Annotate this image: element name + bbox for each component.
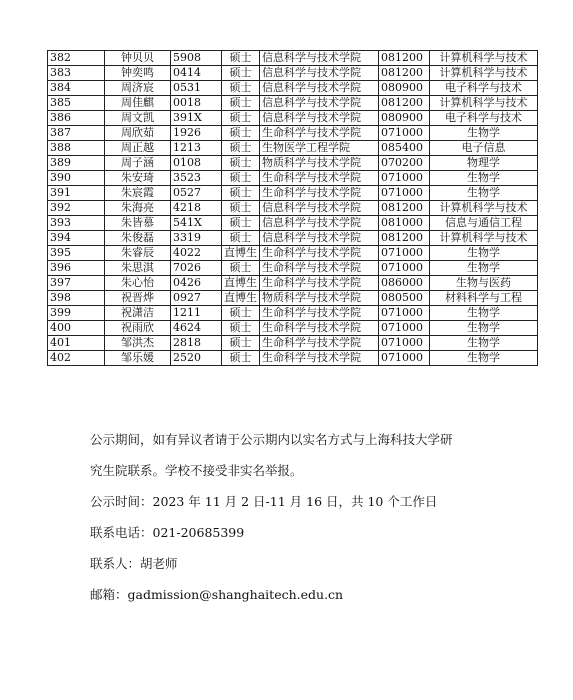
degree-type-cell: 硕士 [222,201,260,216]
major-code-cell: 081200 [379,231,430,246]
major-name-cell: 生物学 [430,306,538,321]
degree-type-cell: 硕士 [222,111,260,126]
degree-type-cell: 硕士 [222,126,260,141]
major-name-cell: 计算机科学与技术 [430,231,538,246]
degree-type-cell: 直博生 [222,246,260,261]
student-name-cell: 周欣茹 [105,126,171,141]
student-name-cell: 周佳麒 [105,96,171,111]
degree-type-cell: 硕士 [222,156,260,171]
student-name-cell: 朱思淇 [105,261,171,276]
degree-type-cell: 硕士 [222,81,260,96]
school-cell: 生命科学与技术学院 [260,171,379,186]
degree-type-cell: 硕士 [222,321,260,336]
serial-number-cell: 386 [48,111,105,126]
degree-type-cell: 硕士 [222,171,260,186]
id-suffix-cell: 2818 [171,336,222,351]
degree-type-cell: 硕士 [222,186,260,201]
table-row [48,201,538,216]
table-row [48,216,538,231]
school-cell: 生命科学与技术学院 [260,336,379,351]
id-suffix-cell: 3319 [171,231,222,246]
major-code-cell: 081200 [379,51,430,66]
student-name-cell: 邹洪杰 [105,336,171,351]
major-code-cell: 081200 [379,66,430,81]
serial-number-cell: 389 [48,156,105,171]
serial-number-cell: 395 [48,246,105,261]
student-name-cell: 祝潇洁 [105,306,171,321]
school-cell: 生命科学与技术学院 [260,186,379,201]
id-suffix-cell: 4022 [171,246,222,261]
student-name-cell: 朱睿辰 [105,246,171,261]
notice-section [90,424,530,610]
major-name-cell: 生物学 [430,246,538,261]
id-suffix-cell: 0527 [171,186,222,201]
notice-contact-person: 联系人：胡老师 [90,556,178,571]
degree-type-cell: 硕士 [222,51,260,66]
id-suffix-cell: 0426 [171,276,222,291]
table-row [48,141,538,156]
id-suffix-cell: 0927 [171,291,222,306]
table-row [48,186,538,201]
serial-number-cell: 387 [48,126,105,141]
serial-number-cell: 399 [48,306,105,321]
major-name-cell: 生物学 [430,261,538,276]
school-cell: 生命科学与技术学院 [260,276,379,291]
major-name-cell: 电子科学与技术 [430,81,538,96]
major-code-cell: 071000 [379,336,430,351]
id-suffix-cell: 2520 [171,351,222,366]
major-name-cell: 计算机科学与技术 [430,96,538,111]
major-name-cell: 计算机科学与技术 [430,66,538,81]
student-name-cell: 朱海亮 [105,201,171,216]
school-cell: 生命科学与技术学院 [260,126,379,141]
student-name-cell: 朱宸霞 [105,186,171,201]
id-suffix-cell: 541X [171,216,222,231]
student-name-cell: 周文凯 [105,111,171,126]
id-suffix-cell: 391X [171,111,222,126]
major-code-cell: 071000 [379,186,430,201]
major-code-cell: 081200 [379,201,430,216]
serial-number-cell: 388 [48,141,105,156]
id-suffix-cell: 3523 [171,171,222,186]
school-cell: 信息科学与技术学院 [260,66,379,81]
school-cell: 信息科学与技术学院 [260,51,379,66]
id-suffix-cell: 5908 [171,51,222,66]
serial-number-cell: 384 [48,81,105,96]
student-name-cell: 朱皆慕 [105,216,171,231]
serial-number-cell: 402 [48,351,105,366]
degree-type-cell: 直博生 [222,276,260,291]
major-name-cell: 生物学 [430,336,538,351]
degree-type-cell: 直博生 [222,291,260,306]
major-code-cell: 081200 [379,96,430,111]
id-suffix-cell: 7026 [171,261,222,276]
table-row [48,231,538,246]
serial-number-cell: 398 [48,291,105,306]
school-cell: 信息科学与技术学院 [260,111,379,126]
id-suffix-cell: 0414 [171,66,222,81]
student-name-cell: 周济宸 [105,81,171,96]
major-code-cell: 071000 [379,306,430,321]
serial-number-cell: 392 [48,201,105,216]
school-cell: 生物医学工程学院 [260,141,379,156]
table-row [48,66,538,81]
major-name-cell: 材料科学与工程 [430,291,538,306]
school-cell: 物质科学与技术学院 [260,156,379,171]
id-suffix-cell: 0531 [171,81,222,96]
table-row [48,81,538,96]
serial-number-cell: 401 [48,336,105,351]
student-name-cell: 祝晋烨 [105,291,171,306]
major-code-cell: 071000 [379,321,430,336]
school-cell: 信息科学与技术学院 [260,216,379,231]
table-row [48,96,538,111]
degree-type-cell: 硕士 [222,231,260,246]
school-cell: 信息科学与技术学院 [260,231,379,246]
table-row [48,321,538,336]
major-code-cell: 071000 [379,261,430,276]
table-row [48,351,538,366]
major-code-cell: 071000 [379,246,430,261]
degree-type-cell: 硕士 [222,261,260,276]
table-row [48,126,538,141]
serial-number-cell: 394 [48,231,105,246]
major-name-cell: 物理学 [430,156,538,171]
id-suffix-cell: 1926 [171,126,222,141]
id-suffix-cell: 0018 [171,96,222,111]
major-name-cell: 电子信息 [430,141,538,156]
notice-objection-line-1: 公示期间，如有异议者请于公示期内以实名方式与上海科技大学研 [90,432,453,447]
major-name-cell: 计算机科学与技术 [430,51,538,66]
school-cell: 生命科学与技术学院 [260,246,379,261]
serial-number-cell: 393 [48,216,105,231]
notice-objection-line-2: 究生院联系。学校不接受非实名举报。 [90,463,303,478]
major-code-cell: 080900 [379,111,430,126]
notice-phone: 联系电话：021-20685399 [90,525,245,540]
degree-type-cell: 硕士 [222,306,260,321]
school-cell: 生命科学与技术学院 [260,321,379,336]
student-name-cell: 钟奕鸣 [105,66,171,81]
student-name-cell: 朱心怡 [105,276,171,291]
notice-period: 公示时间：2023 年 11 月 2 日-11 月 16 日，共 10 个工作日 [90,494,438,509]
table-row [48,111,538,126]
table-row [48,336,538,351]
major-name-cell: 电子科学与技术 [430,111,538,126]
student-name-cell: 邹乐媛 [105,351,171,366]
admission-roster-table [47,50,538,366]
major-code-cell: 081000 [379,216,430,231]
student-name-cell: 祝雨欣 [105,321,171,336]
school-cell: 生命科学与技术学院 [260,261,379,276]
major-code-cell: 070200 [379,156,430,171]
table-row [48,171,538,186]
school-cell: 信息科学与技术学院 [260,81,379,96]
table-row [48,306,538,321]
serial-number-cell: 390 [48,171,105,186]
serial-number-cell: 397 [48,276,105,291]
major-code-cell: 085400 [379,141,430,156]
student-name-cell: 朱俊磊 [105,231,171,246]
major-name-cell: 生物学 [430,171,538,186]
degree-type-cell: 硕士 [222,351,260,366]
school-cell: 信息科学与技术学院 [260,201,379,216]
major-code-cell: 071000 [379,126,430,141]
major-name-cell: 生物学 [430,321,538,336]
major-code-cell: 086000 [379,276,430,291]
notice-email: 邮箱：gadmission@shanghaitech.edu.cn [90,587,344,602]
student-name-cell: 朱安琦 [105,171,171,186]
student-name-cell: 钟贝贝 [105,51,171,66]
degree-type-cell: 硕士 [222,66,260,81]
school-cell: 生命科学与技术学院 [260,351,379,366]
school-cell: 物质科学与技术学院 [260,291,379,306]
serial-number-cell: 400 [48,321,105,336]
student-name-cell: 周正越 [105,141,171,156]
table-row [48,246,538,261]
serial-number-cell: 382 [48,51,105,66]
major-name-cell: 生物学 [430,186,538,201]
table-row [48,156,538,171]
major-name-cell: 计算机科学与技术 [430,201,538,216]
roster-body [48,51,538,366]
major-code-cell: 080900 [379,81,430,96]
table-row [48,291,538,306]
major-code-cell: 080500 [379,291,430,306]
major-name-cell: 生物学 [430,126,538,141]
id-suffix-cell: 4218 [171,201,222,216]
serial-number-cell: 391 [48,186,105,201]
major-code-cell: 071000 [379,171,430,186]
id-suffix-cell: 4624 [171,321,222,336]
degree-type-cell: 硕士 [222,216,260,231]
serial-number-cell: 383 [48,66,105,81]
table-row [48,276,538,291]
id-suffix-cell: 0108 [171,156,222,171]
major-code-cell: 071000 [379,351,430,366]
major-name-cell: 生物学 [430,351,538,366]
major-name-cell: 生物与医药 [430,276,538,291]
table-row [48,51,538,66]
id-suffix-cell: 1213 [171,141,222,156]
major-name-cell: 信息与通信工程 [430,216,538,231]
school-cell: 信息科学与技术学院 [260,96,379,111]
school-cell: 生命科学与技术学院 [260,306,379,321]
degree-type-cell: 硕士 [222,141,260,156]
degree-type-cell: 硕士 [222,96,260,111]
id-suffix-cell: 1211 [171,306,222,321]
table-row [48,261,538,276]
degree-type-cell: 硕士 [222,336,260,351]
student-name-cell: 周子涵 [105,156,171,171]
serial-number-cell: 385 [48,96,105,111]
serial-number-cell: 396 [48,261,105,276]
